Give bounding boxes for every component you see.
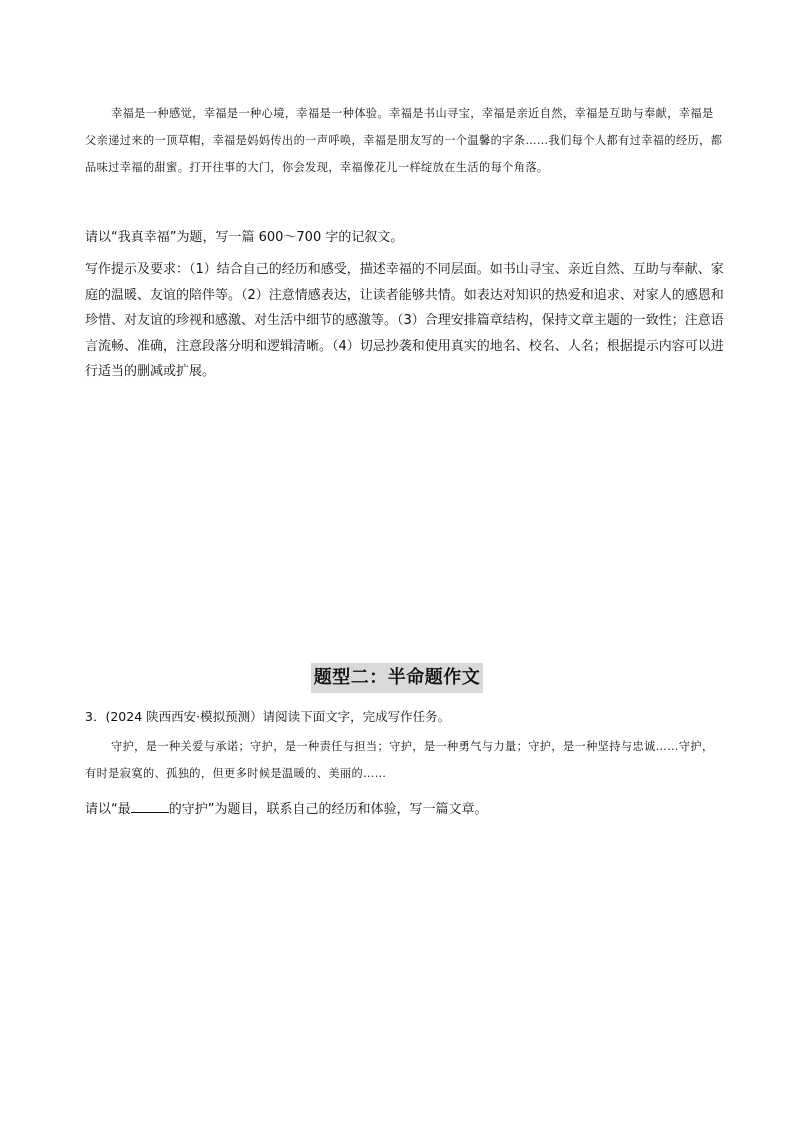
section-heading: 题型二：半命题作文 xyxy=(311,663,484,693)
question-3: 3．(2024 陕西西安·模拟预测）请阅读下面文字，完成写作任务。 xyxy=(85,709,451,724)
writing-tips: 写作提示及要求：（1）结合自己的经历和感受，描述幸福的不同层面。如书山寻宝、亲近自然、互助与奉献、家庭的温暖、友谊的陪伴等。（2）注意情感表达，让读者能够共情。如表达对知识的热爱和追求、对家人的感恩和珍惜、对友谊的珍视和感激、对生活中细节的感激等。（3）合理安排篇章结构，保持文章主题的一致性；注意语言流畅、准确，注意段落分明和逻辑清晰。（4）切忌抄袭和使用真实的地名、校名、人名；根据提示内容可以进行适当的删减或扩展。 xyxy=(85,262,724,379)
writing-prompt-happiness: 请以“我真幸福”为题，写一篇 600～700 字的记叙文。 xyxy=(85,230,404,245)
reading-passage-guarding: 守护，是一种关爱与承诺；守护，是一种责任与担当；守护，是一种勇气与力量；守护，是一种坚持与忠诚……守护，有时是寂寞的、孤独的，但更多时候是温暖的、美丽的…… xyxy=(85,740,714,780)
writing-prompt-guarding xyxy=(85,797,725,823)
prompt-text-before-blank: 请以“最 xyxy=(85,802,131,817)
section-heading-wrapper xyxy=(0,663,794,693)
reading-passage-happiness: 幸福是一种感觉，幸福是一种心境，幸福是一种体验。幸福是书山寻宝，幸福是亲近自然，幸福是互助与奉献，幸福是父亲递过来的一顶草帽，幸福是妈妈传出的一声呼唤，幸福是朋友写的一个温馨的字条……我们每个人都有过幸福的经历，都品味过幸福的甜蜜。打开往事的大门，你会发现，幸福像花儿一样绽放在生活的每个角落。 xyxy=(85,107,723,174)
fill-in-blank xyxy=(131,799,169,813)
prompt-text-after-blank: 的守护”为题目，联系自己的经历和体验，写一篇文章。 xyxy=(168,802,488,817)
